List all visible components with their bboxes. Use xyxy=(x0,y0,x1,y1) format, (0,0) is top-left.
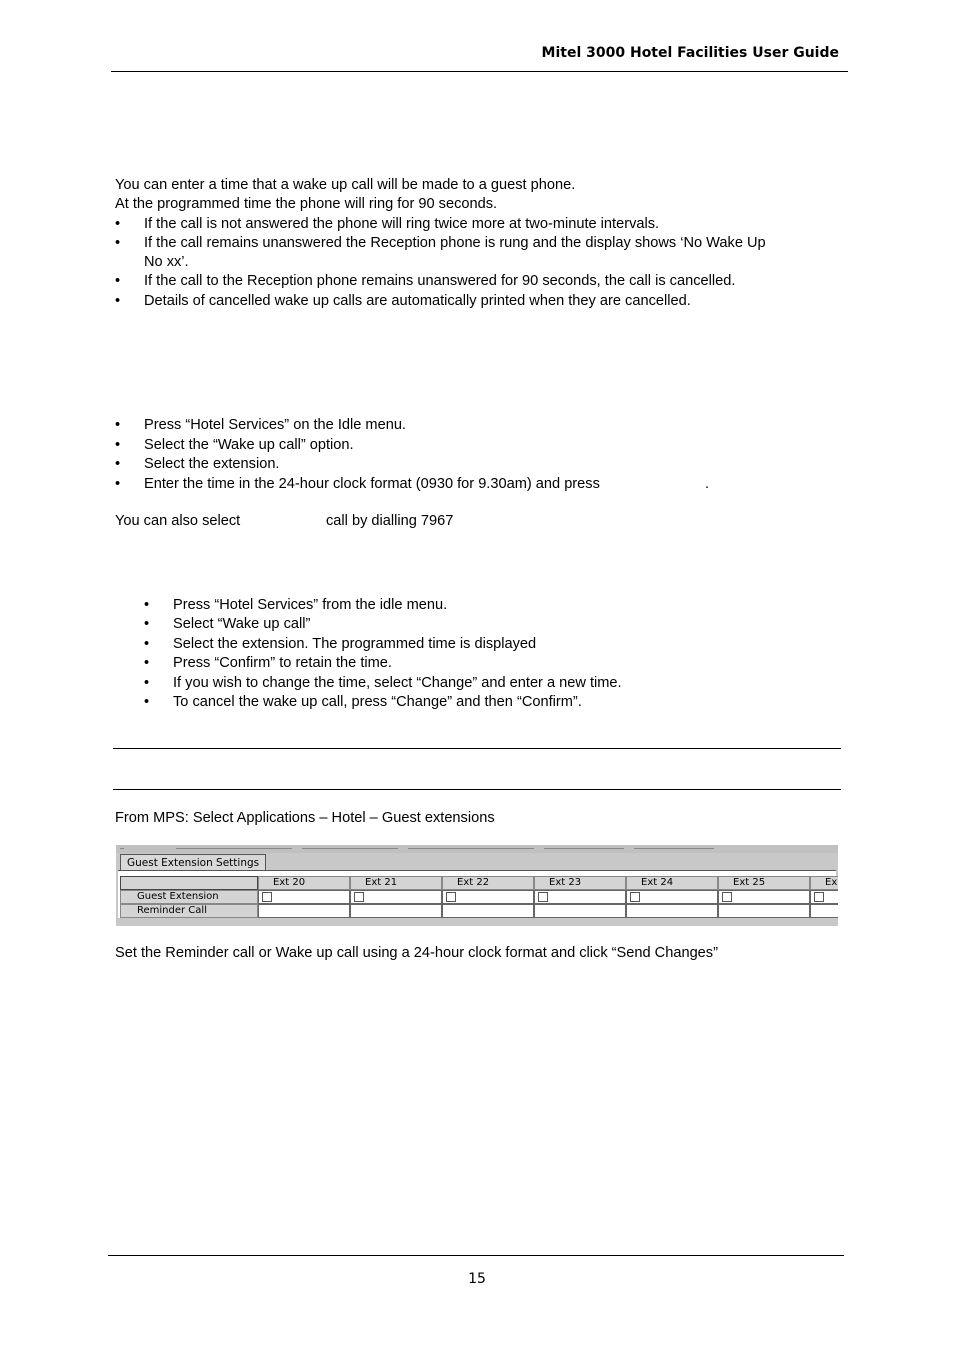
mps-instruction-text: Set the Reminder call or Wake up call using a 24-hour clock format and click “Send Changes” xyxy=(115,945,718,961)
toolbar-divider xyxy=(120,845,124,849)
bullet-dot: • xyxy=(144,597,150,613)
guest-extension-checkbox[interactable] xyxy=(630,892,640,902)
bullet-text: Press “Confirm” to retain the time. xyxy=(173,655,392,671)
bullet-dot: • xyxy=(144,694,150,710)
row-label-guest-extension: Guest Extension xyxy=(120,890,258,904)
column-header: Ex xyxy=(810,876,838,890)
guest-extension-cell xyxy=(810,890,838,904)
bullet-text: Press “Hotel Services” on the Idle menu. xyxy=(144,417,406,433)
toolbar-divider xyxy=(176,845,292,849)
toolbar-divider xyxy=(634,845,714,849)
column-header: Ext 23 xyxy=(534,876,626,890)
bullet-dot: • xyxy=(144,636,150,652)
intro-line-1: You can enter a time that a wake up call will be made to a guest phone. xyxy=(115,177,576,193)
set-bullet-end-punctuation: . xyxy=(705,476,710,492)
guest-extension-cell xyxy=(534,890,626,904)
guest-extension-checkbox[interactable] xyxy=(722,892,732,902)
bullet-text: No xx’. xyxy=(144,254,189,270)
reminder-call-input[interactable] xyxy=(534,904,626,918)
bullet-dot: • xyxy=(115,235,121,251)
bullet-dot: • xyxy=(115,417,121,433)
bullet-text: If the call remains unanswered the Reception phone is rung and the display shows ‘No Wake Up xyxy=(144,235,766,251)
reminder-call-input[interactable] xyxy=(810,904,838,918)
guest-extension-checkbox[interactable] xyxy=(538,892,548,902)
intro-line-2: At the programmed time the phone will ring for 90 seconds. xyxy=(115,196,498,212)
guest-extension-cell xyxy=(718,890,810,904)
guest-extension-settings-screenshot xyxy=(116,845,838,926)
column-header: Ext 20 xyxy=(258,876,350,890)
column-header: Ext 21 xyxy=(350,876,442,890)
toolbar-divider xyxy=(302,845,398,849)
guest-extension-cell xyxy=(258,890,350,904)
column-header: Ext 25 xyxy=(718,876,810,890)
reminder-call-input[interactable] xyxy=(442,904,534,918)
bullet-text: Select the extension. The programmed time is displayed xyxy=(173,636,537,652)
bullet-dot: • xyxy=(115,437,121,453)
bullet-text: Select the “Wake up call” option. xyxy=(144,437,354,453)
bullet-dot: • xyxy=(115,476,121,492)
column-header: Ext 22 xyxy=(442,876,534,890)
tab-guest-extension-settings[interactable]: Guest Extension Settings xyxy=(120,854,266,870)
guest-extension-checkbox[interactable] xyxy=(354,892,364,902)
guest-extension-cell xyxy=(442,890,534,904)
column-header: Ext 24 xyxy=(626,876,718,890)
guest-extension-cell xyxy=(626,890,718,904)
guest-extension-checkbox[interactable] xyxy=(446,892,456,902)
guest-extension-cell xyxy=(350,890,442,904)
bullet-text: Enter the time in the 24-hour clock format (0930 for 9.30am) and press xyxy=(144,476,600,492)
bullet-text: If the call to the Reception phone remains unanswered for 90 seconds, the call is cancelled. xyxy=(144,273,736,289)
section-rule-bottom xyxy=(113,789,841,790)
bullet-dot: • xyxy=(144,655,150,671)
section-rule-top xyxy=(113,748,841,749)
toolbar-strip xyxy=(116,845,838,853)
guest-extension-checkbox[interactable] xyxy=(814,892,824,902)
reminder-call-input[interactable] xyxy=(626,904,718,918)
bullet-text: Select “Wake up call” xyxy=(173,616,311,632)
bullet-text: Details of cancelled wake up calls are automatically printed when they are cancelled. xyxy=(144,293,691,309)
bullet-dot: • xyxy=(115,273,121,289)
reminder-call-input[interactable] xyxy=(350,904,442,918)
bullet-dot: • xyxy=(144,675,150,691)
bullet-text: If you wish to change the time, select “Change” and enter a new time. xyxy=(173,675,622,691)
reminder-call-input[interactable] xyxy=(258,904,350,918)
header-rule xyxy=(111,71,848,72)
bullet-dot: • xyxy=(115,456,121,472)
grid-corner-cell xyxy=(120,876,258,890)
header-title: Mitel 3000 Hotel Facilities User Guide xyxy=(541,45,839,61)
bullet-text: If the call is not answered the phone will ring twice more at two-minute intervals. xyxy=(144,216,660,232)
mps-path-text: From MPS: Select Applications – Hotel – Guest extensions xyxy=(115,810,495,826)
bullet-text: To cancel the wake up call, press “Change” and then “Confirm”. xyxy=(173,694,582,710)
bullet-dot: • xyxy=(115,293,121,309)
also-select-text-2: call by dialling 7967 xyxy=(326,513,454,529)
settings-grid xyxy=(118,870,836,923)
page-number: 15 xyxy=(468,1271,486,1287)
toolbar-divider xyxy=(544,845,624,849)
bullet-text: Select the extension. xyxy=(144,456,280,472)
grid-scroll-strip[interactable] xyxy=(118,918,836,926)
footer-rule xyxy=(108,1255,844,1256)
bullet-text: Press “Hotel Services” from the idle menu. xyxy=(173,597,448,613)
bullet-dot: • xyxy=(144,616,150,632)
bullet-dot: • xyxy=(115,216,121,232)
guest-extension-checkbox[interactable] xyxy=(262,892,272,902)
toolbar-divider xyxy=(408,845,534,849)
also-select-text-1: You can also select xyxy=(115,513,241,529)
row-label-reminder-call: Reminder Call xyxy=(120,904,258,918)
reminder-call-input[interactable] xyxy=(718,904,810,918)
